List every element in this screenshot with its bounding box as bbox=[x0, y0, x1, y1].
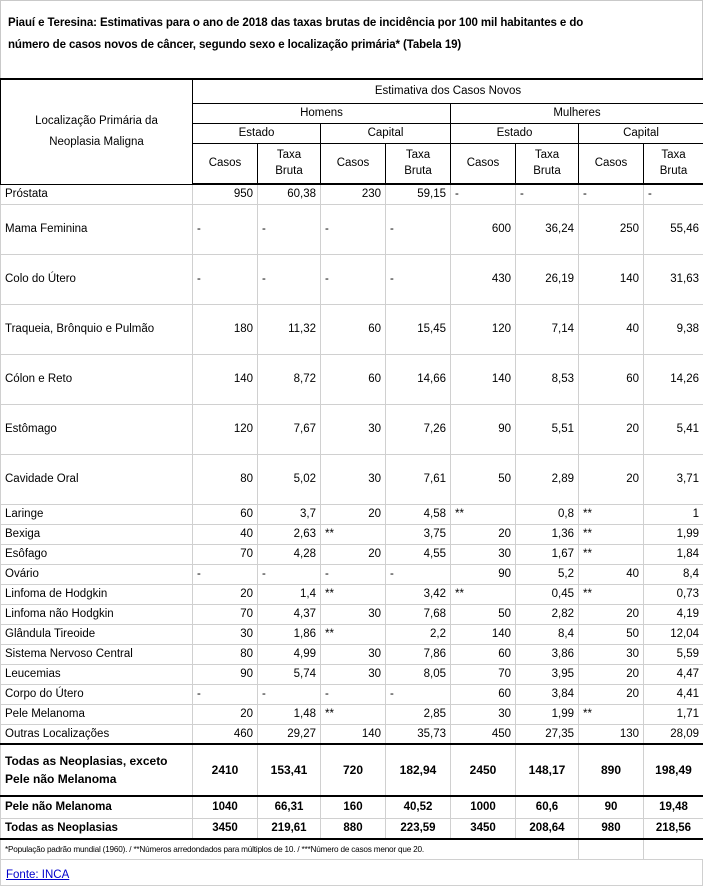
table-row bbox=[1, 644, 703, 664]
table-cell: 12,04 bbox=[644, 624, 703, 644]
table-cell: - bbox=[258, 254, 321, 304]
table-cell: 120 bbox=[193, 404, 258, 454]
total-cell: 218,56 bbox=[644, 818, 703, 839]
row-label: Esôfago bbox=[1, 544, 193, 564]
table-row bbox=[1, 664, 703, 684]
table-cell: 140 bbox=[321, 724, 386, 744]
table-cell: 180 bbox=[193, 304, 258, 354]
table-cell: - bbox=[386, 204, 451, 254]
table-cell: - bbox=[193, 684, 258, 704]
total-cell: 148,17 bbox=[516, 744, 579, 796]
row-label: Sistema Nervoso Central bbox=[1, 644, 193, 664]
total-cell: 720 bbox=[321, 744, 386, 796]
table-cell: 20 bbox=[193, 584, 258, 604]
total-cell: 182,94 bbox=[386, 744, 451, 796]
taxa-line-2: Bruta bbox=[275, 165, 303, 177]
table-cell: 90 bbox=[451, 564, 516, 584]
table-cell: 4,47 bbox=[644, 664, 703, 684]
table-cell: - bbox=[386, 254, 451, 304]
table-cell: ** bbox=[579, 504, 644, 524]
column-header-mulheres-estado-casos: Casos bbox=[451, 143, 516, 184]
table-cell: 7,68 bbox=[386, 604, 451, 624]
table-cell: ** bbox=[321, 524, 386, 544]
table-cell: 29,27 bbox=[258, 724, 321, 744]
taxa-line-1: Taxa bbox=[406, 149, 430, 161]
table-cell: 60 bbox=[579, 354, 644, 404]
total-cell: 40,52 bbox=[386, 796, 451, 818]
table-cell: 70 bbox=[193, 544, 258, 564]
table-cell: 40 bbox=[193, 524, 258, 544]
table-cell: 20 bbox=[193, 704, 258, 724]
page-title-line-1: Piauí e Teresina: Estimativas para o ano de 2018 das taxas brutas de incidência por 100 mil habitantes e do bbox=[8, 12, 692, 34]
footnote-empty-cell bbox=[579, 839, 644, 859]
table-cell: 4,58 bbox=[386, 504, 451, 524]
table-cell: 140 bbox=[451, 624, 516, 644]
table-cell: - bbox=[516, 184, 579, 204]
total-cell: 19,48 bbox=[644, 796, 703, 818]
column-header-homens-estado: Estado bbox=[193, 123, 321, 143]
column-header-homens-capital-casos: Casos bbox=[321, 143, 386, 184]
table-cell: 950 bbox=[193, 184, 258, 204]
table-cell: 28,09 bbox=[644, 724, 703, 744]
table-cell: 130 bbox=[579, 724, 644, 744]
table-cell: 1,86 bbox=[258, 624, 321, 644]
table-row bbox=[1, 404, 703, 454]
table-cell: - bbox=[258, 204, 321, 254]
taxa-line-1: Taxa bbox=[535, 149, 559, 161]
total-cell: 160 bbox=[321, 796, 386, 818]
column-header-homens-estado-taxa bbox=[258, 143, 321, 184]
table-cell: 1,84 bbox=[644, 544, 703, 564]
table-cell: 30 bbox=[451, 704, 516, 724]
table-cell: ** bbox=[579, 584, 644, 604]
total-row-label bbox=[1, 744, 193, 796]
table-cell: 3,75 bbox=[386, 524, 451, 544]
table-cell: 60,38 bbox=[258, 184, 321, 204]
table-cell: 60 bbox=[451, 644, 516, 664]
table-cell: 8,4 bbox=[644, 564, 703, 584]
table-cell: 9,38 bbox=[644, 304, 703, 354]
table-cell: 2,82 bbox=[516, 604, 579, 624]
row-label: Cavidade Oral bbox=[1, 454, 193, 504]
table-cell: 60 bbox=[321, 354, 386, 404]
footnote-text: *População padrão mundial (1960). / **Números arredondados para múltiplos de 10. / ***Número de casos menor que 20. bbox=[1, 839, 579, 859]
table-cell: 60 bbox=[321, 304, 386, 354]
table-row bbox=[1, 254, 703, 304]
table-cell: - bbox=[321, 254, 386, 304]
table-cell: 1 bbox=[644, 504, 703, 524]
row-label: Cólon e Reto bbox=[1, 354, 193, 404]
row-label: Leucemias bbox=[1, 664, 193, 684]
table-row bbox=[1, 624, 703, 644]
table-row bbox=[1, 504, 703, 524]
table-cell: 26,19 bbox=[516, 254, 579, 304]
footnote-row bbox=[1, 839, 703, 859]
table-row bbox=[1, 604, 703, 624]
table-cell: 50 bbox=[579, 624, 644, 644]
total-cell: 2450 bbox=[451, 744, 516, 796]
row-label: Estômago bbox=[1, 404, 193, 454]
taxa-line-1: Taxa bbox=[277, 149, 301, 161]
footnote-empty-cell bbox=[644, 839, 703, 859]
table-cell: 5,02 bbox=[258, 454, 321, 504]
table-row bbox=[1, 304, 703, 354]
table-cell: - bbox=[258, 564, 321, 584]
table-cell: 30 bbox=[321, 454, 386, 504]
table-cell: 1,71 bbox=[644, 704, 703, 724]
taxa-line-2: Bruta bbox=[533, 165, 561, 177]
row-label: Próstata bbox=[1, 184, 193, 204]
table-row bbox=[1, 184, 703, 204]
table-cell: - bbox=[644, 184, 703, 204]
table-row bbox=[1, 684, 703, 704]
table-cell: 40 bbox=[579, 564, 644, 584]
table-cell: 5,59 bbox=[644, 644, 703, 664]
table-cell: 30 bbox=[321, 664, 386, 684]
table-cell: ** bbox=[579, 704, 644, 724]
table-cell: 50 bbox=[451, 454, 516, 504]
table-cell: 230 bbox=[321, 184, 386, 204]
table-cell: 450 bbox=[451, 724, 516, 744]
column-header-mulheres: Mulheres bbox=[451, 103, 703, 123]
source-row bbox=[0, 860, 703, 886]
table-cell: 250 bbox=[579, 204, 644, 254]
total-cell: 208,64 bbox=[516, 818, 579, 839]
table-cell: 2,89 bbox=[516, 454, 579, 504]
column-header-mulheres-capital-taxa bbox=[644, 143, 703, 184]
total-cell: 980 bbox=[579, 818, 644, 839]
row-label: Colo do Útero bbox=[1, 254, 193, 304]
page-title bbox=[0, 0, 703, 78]
estimates-table bbox=[0, 78, 703, 860]
total-cell: 3450 bbox=[451, 818, 516, 839]
column-header-mulheres-estado-taxa bbox=[516, 143, 579, 184]
total-row-label: Todas as Neoplasias bbox=[1, 818, 193, 839]
column-header-homens-estado-casos: Casos bbox=[193, 143, 258, 184]
table-cell: 3,84 bbox=[516, 684, 579, 704]
table-row bbox=[1, 564, 703, 584]
row-label: Pele Melanoma bbox=[1, 704, 193, 724]
column-header-localizacao bbox=[1, 79, 193, 184]
total-row-label-line-2: Pele não Melanoma bbox=[5, 772, 116, 786]
table-cell: 7,86 bbox=[386, 644, 451, 664]
column-header-localizacao-line-2: Neoplasia Maligna bbox=[49, 136, 144, 148]
table-cell: 4,55 bbox=[386, 544, 451, 564]
total-cell: 90 bbox=[579, 796, 644, 818]
table-cell: 20 bbox=[579, 404, 644, 454]
table-cell: 0,8 bbox=[516, 504, 579, 524]
table-cell: 4,19 bbox=[644, 604, 703, 624]
table-cell: 20 bbox=[321, 544, 386, 564]
table-cell: 15,45 bbox=[386, 304, 451, 354]
row-label: Linfoma não Hodgkin bbox=[1, 604, 193, 624]
table-row bbox=[1, 354, 703, 404]
table-row bbox=[1, 584, 703, 604]
table-cell: 8,53 bbox=[516, 354, 579, 404]
table-cell: 30 bbox=[321, 404, 386, 454]
total-cell: 60,6 bbox=[516, 796, 579, 818]
row-label: Traqueia, Brônquio e Pulmão bbox=[1, 304, 193, 354]
table-cell: - bbox=[321, 564, 386, 584]
table-cell: 30 bbox=[321, 644, 386, 664]
column-header-mulheres-capital-casos: Casos bbox=[579, 143, 644, 184]
table-cell: 3,42 bbox=[386, 584, 451, 604]
table-total-row bbox=[1, 796, 703, 818]
column-header-localizacao-line-1: Localização Primária da bbox=[35, 115, 158, 127]
table-head bbox=[1, 79, 703, 184]
table-cell: 1,99 bbox=[644, 524, 703, 544]
table-cell: 3,7 bbox=[258, 504, 321, 524]
table-cell: 80 bbox=[193, 454, 258, 504]
table-cell: - bbox=[193, 254, 258, 304]
table-row bbox=[1, 454, 703, 504]
table-cell: 50 bbox=[451, 604, 516, 624]
table-total-row bbox=[1, 744, 703, 796]
table-cell: - bbox=[386, 684, 451, 704]
table-cell: 4,41 bbox=[644, 684, 703, 704]
table-cell: 460 bbox=[193, 724, 258, 744]
table-cell: 2,85 bbox=[386, 704, 451, 724]
table-cell: 7,67 bbox=[258, 404, 321, 454]
table-cell: 120 bbox=[451, 304, 516, 354]
table-cell: 5,51 bbox=[516, 404, 579, 454]
table-cell: 8,05 bbox=[386, 664, 451, 684]
table-cell: - bbox=[258, 684, 321, 704]
taxa-line-1: Taxa bbox=[661, 149, 685, 161]
table-cell: 140 bbox=[579, 254, 644, 304]
table-cell: 70 bbox=[451, 664, 516, 684]
table-cell: 5,2 bbox=[516, 564, 579, 584]
table-cell: - bbox=[386, 564, 451, 584]
table-cell: 70 bbox=[193, 604, 258, 624]
row-label: Bexiga bbox=[1, 524, 193, 544]
table-cell: 8,4 bbox=[516, 624, 579, 644]
row-label: Glândula Tireoide bbox=[1, 624, 193, 644]
total-cell: 890 bbox=[579, 744, 644, 796]
table-cell: 27,35 bbox=[516, 724, 579, 744]
table-cell: 140 bbox=[451, 354, 516, 404]
column-header-homens: Homens bbox=[193, 103, 451, 123]
table-cell: 4,28 bbox=[258, 544, 321, 564]
column-header-estimativa: Estimativa dos Casos Novos bbox=[193, 79, 703, 103]
column-header-homens-capital: Capital bbox=[321, 123, 451, 143]
table-cell: 20 bbox=[579, 684, 644, 704]
table-cell: 4,99 bbox=[258, 644, 321, 664]
table-cell: 7,26 bbox=[386, 404, 451, 454]
table-cell: - bbox=[321, 204, 386, 254]
table-cell: 30 bbox=[579, 644, 644, 664]
table-cell: 0,45 bbox=[516, 584, 579, 604]
table-cell: 600 bbox=[451, 204, 516, 254]
table-cell: 1,48 bbox=[258, 704, 321, 724]
table-cell: ** bbox=[321, 584, 386, 604]
table-cell: ** bbox=[579, 544, 644, 564]
table-cell: - bbox=[193, 564, 258, 584]
table-cell: 30 bbox=[193, 624, 258, 644]
table-cell: 90 bbox=[193, 664, 258, 684]
table-cell: 40 bbox=[579, 304, 644, 354]
table-cell: 8,72 bbox=[258, 354, 321, 404]
column-header-mulheres-capital: Capital bbox=[579, 123, 703, 143]
row-label: Outras Localizações bbox=[1, 724, 193, 744]
table-cell: 4,37 bbox=[258, 604, 321, 624]
table-cell: 20 bbox=[321, 504, 386, 524]
table-cell: 11,32 bbox=[258, 304, 321, 354]
total-cell: 219,61 bbox=[258, 818, 321, 839]
table-row bbox=[1, 204, 703, 254]
table-total-row bbox=[1, 818, 703, 839]
table-cell: 3,95 bbox=[516, 664, 579, 684]
total-cell: 880 bbox=[321, 818, 386, 839]
table-cell: - bbox=[321, 684, 386, 704]
table-cell: 3,71 bbox=[644, 454, 703, 504]
table-cell: 430 bbox=[451, 254, 516, 304]
taxa-line-2: Bruta bbox=[404, 165, 432, 177]
total-cell: 153,41 bbox=[258, 744, 321, 796]
total-cell: 66,31 bbox=[258, 796, 321, 818]
taxa-line-2: Bruta bbox=[660, 165, 688, 177]
table-cell: 30 bbox=[321, 604, 386, 624]
table-cell: 5,41 bbox=[644, 404, 703, 454]
row-label: Ovário bbox=[1, 564, 193, 584]
column-header-homens-capital-taxa bbox=[386, 143, 451, 184]
table-row bbox=[1, 704, 703, 724]
total-cell: 1040 bbox=[193, 796, 258, 818]
row-label: Mama Feminina bbox=[1, 204, 193, 254]
total-cell: 223,59 bbox=[386, 818, 451, 839]
total-cell: 3450 bbox=[193, 818, 258, 839]
column-header-mulheres-estado: Estado bbox=[451, 123, 579, 143]
table-cell: 1,4 bbox=[258, 584, 321, 604]
table-cell: 90 bbox=[451, 404, 516, 454]
table-cell: 35,73 bbox=[386, 724, 451, 744]
table-cell: 80 bbox=[193, 644, 258, 664]
page-title-line-2: número de casos novos de câncer, segundo sexo e localização primária* (Tabela 19) bbox=[8, 34, 692, 56]
table-cell: 55,46 bbox=[644, 204, 703, 254]
row-label: Linfoma de Hodgkin bbox=[1, 584, 193, 604]
source-link[interactable]: Fonte: INCA bbox=[6, 869, 69, 881]
table-cell: - bbox=[451, 184, 516, 204]
table-cell: 20 bbox=[451, 524, 516, 544]
total-cell: 198,49 bbox=[644, 744, 703, 796]
table-cell: 0,73 bbox=[644, 584, 703, 604]
table-cell: 2,63 bbox=[258, 524, 321, 544]
row-label: Corpo do Útero bbox=[1, 684, 193, 704]
table-cell: - bbox=[193, 204, 258, 254]
table-row bbox=[1, 724, 703, 744]
table-cell: 1,67 bbox=[516, 544, 579, 564]
table-cell: ** bbox=[579, 524, 644, 544]
table-cell: 60 bbox=[193, 504, 258, 524]
table-cell: 59,15 bbox=[386, 184, 451, 204]
table-cell: ** bbox=[321, 624, 386, 644]
table-cell: 14,66 bbox=[386, 354, 451, 404]
table-cell: 7,61 bbox=[386, 454, 451, 504]
header-row-level-1 bbox=[1, 79, 703, 103]
table-cell: 5,74 bbox=[258, 664, 321, 684]
table-row bbox=[1, 524, 703, 544]
table-cell: 1,36 bbox=[516, 524, 579, 544]
total-cell: 2410 bbox=[193, 744, 258, 796]
table-cell: 140 bbox=[193, 354, 258, 404]
total-row-label-line-1: Todas as Neoplasias, exceto bbox=[5, 754, 168, 768]
table-cell: - bbox=[579, 184, 644, 204]
total-cell: 1000 bbox=[451, 796, 516, 818]
table-cell: 60 bbox=[451, 684, 516, 704]
table-cell: ** bbox=[451, 584, 516, 604]
row-label: Laringe bbox=[1, 504, 193, 524]
table-cell: 20 bbox=[579, 454, 644, 504]
table-cell: ** bbox=[451, 504, 516, 524]
table-cell: 30 bbox=[451, 544, 516, 564]
table-cell: ** bbox=[321, 704, 386, 724]
table-cell: 3,86 bbox=[516, 644, 579, 664]
table-row bbox=[1, 544, 703, 564]
table-cell: 36,24 bbox=[516, 204, 579, 254]
table-cell: 7,14 bbox=[516, 304, 579, 354]
table-cell: 14,26 bbox=[644, 354, 703, 404]
table-body bbox=[1, 184, 703, 859]
table-cell: 2,2 bbox=[386, 624, 451, 644]
table-cell: 1,99 bbox=[516, 704, 579, 724]
table-cell: 20 bbox=[579, 664, 644, 684]
total-row-label: Pele não Melanoma bbox=[1, 796, 193, 818]
table-cell: 20 bbox=[579, 604, 644, 624]
table-cell: 31,63 bbox=[644, 254, 703, 304]
